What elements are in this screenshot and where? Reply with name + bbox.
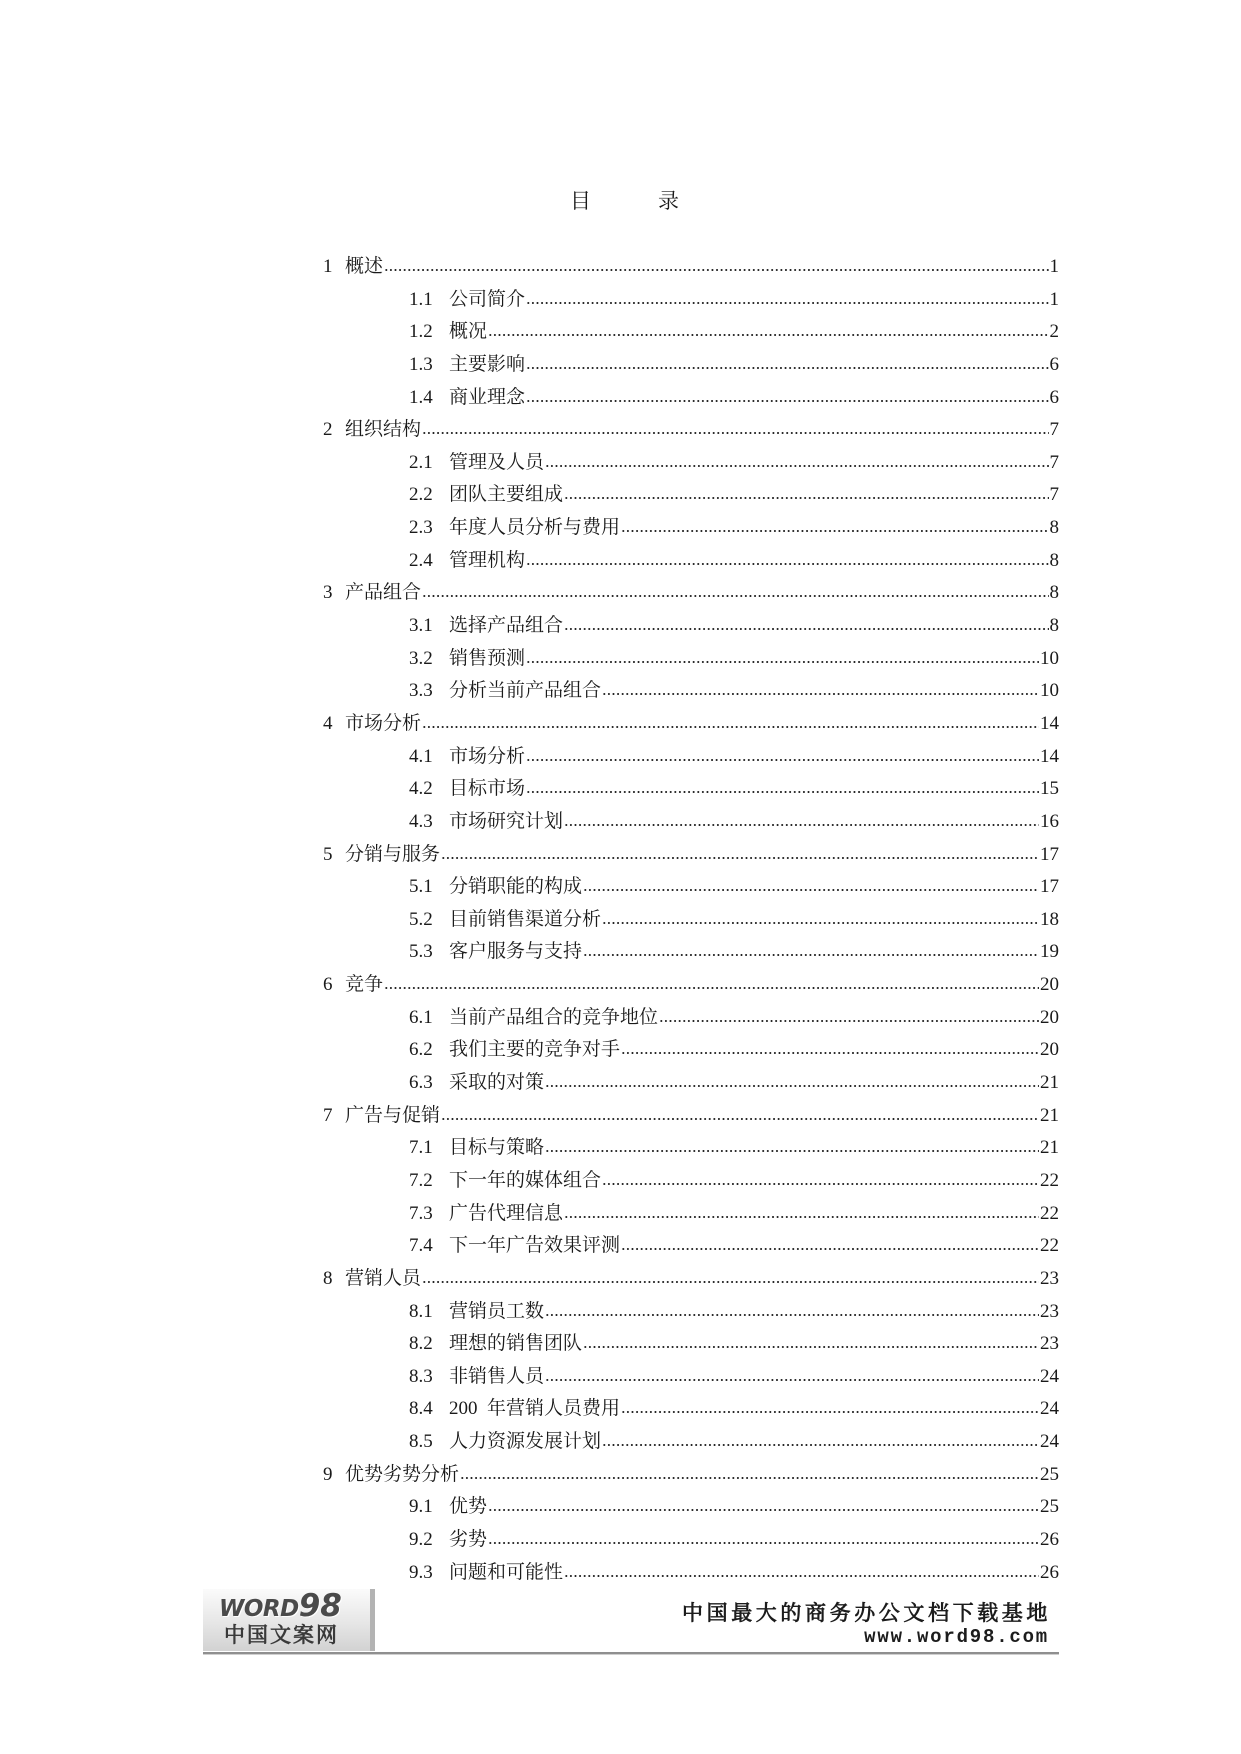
toc-dot-leader bbox=[422, 594, 1048, 598]
toc-dot-leader bbox=[384, 986, 1039, 990]
toc-entry-title: 组织结构 bbox=[345, 419, 422, 441]
toc-entry-title: 客户服务与支持 bbox=[449, 941, 583, 963]
toc-entry-page-number: 19 bbox=[1040, 941, 1059, 963]
toc-entry-title: 问题和可能性 bbox=[449, 1561, 564, 1583]
toc-entry-number: 1.1 bbox=[409, 288, 433, 310]
footer-url: www.word98.com bbox=[864, 1626, 1049, 1648]
toc-entry-title: 管理及人员 bbox=[449, 451, 545, 473]
toc-chapter-entry bbox=[323, 969, 1059, 1002]
toc-dot-leader bbox=[460, 1476, 1039, 1480]
toc-dot-leader bbox=[545, 1084, 1039, 1088]
toc-section-entry bbox=[323, 1393, 1059, 1426]
toc-dot-leader bbox=[526, 301, 1048, 305]
toc-entry-page-number: 21 bbox=[1040, 1072, 1059, 1094]
footer-slogan: 中国最大的商务办公文档下载基地 bbox=[682, 1601, 1051, 1625]
toc-section-entry bbox=[323, 1557, 1059, 1590]
toc-entry-page-number: 23 bbox=[1040, 1300, 1059, 1322]
toc-entry-page-number: 25 bbox=[1040, 1496, 1059, 1518]
toc-entry-number: 3 bbox=[323, 582, 333, 604]
toc-dot-leader bbox=[526, 562, 1048, 566]
toc-entry-page-number: 17 bbox=[1040, 876, 1059, 898]
toc-entry-number: 2 bbox=[323, 419, 333, 441]
table-of-contents bbox=[323, 251, 1059, 1589]
toc-entry-title: 目标与策略 bbox=[449, 1137, 545, 1159]
toc-dot-leader bbox=[545, 1313, 1039, 1317]
toc-section-entry bbox=[323, 773, 1059, 806]
toc-chapter-entry bbox=[323, 708, 1059, 741]
toc-entry-number: 1.2 bbox=[409, 321, 433, 343]
toc-entry-number: 2.1 bbox=[409, 451, 433, 473]
toc-entry-title: 分销职能的构成 bbox=[449, 876, 583, 898]
toc-entry-title: 劣势 bbox=[449, 1528, 488, 1550]
toc-dot-leader bbox=[526, 790, 1039, 794]
toc-entry-number: 8.1 bbox=[409, 1300, 433, 1322]
toc-entry-page-number: 20 bbox=[1040, 1006, 1059, 1028]
toc-section-entry bbox=[323, 1230, 1059, 1263]
toc-entry-number: 6.3 bbox=[409, 1072, 433, 1094]
toc-entry-title: 分析当前产品组合 bbox=[449, 680, 602, 702]
toc-dot-leader bbox=[545, 1149, 1039, 1153]
toc-entry-page-number: 6 bbox=[1049, 353, 1059, 375]
toc-section-entry bbox=[323, 1328, 1059, 1361]
toc-dot-leader bbox=[526, 399, 1048, 403]
toc-section-entry bbox=[323, 871, 1059, 904]
toc-entry-title: 营销员工数 bbox=[449, 1300, 545, 1322]
toc-entry-number: 7 bbox=[323, 1104, 333, 1126]
toc-entry-title: 概况 bbox=[449, 321, 488, 343]
toc-entry-number: 8.3 bbox=[409, 1365, 433, 1387]
toc-entry-title: 下一年的媒体组合 bbox=[449, 1169, 602, 1191]
toc-dot-leader bbox=[441, 1117, 1039, 1121]
footer-divider bbox=[203, 1652, 1059, 1655]
toc-section-entry bbox=[323, 675, 1059, 708]
toc-section-entry bbox=[323, 1067, 1059, 1100]
toc-entry-page-number: 23 bbox=[1040, 1333, 1059, 1355]
toc-dot-leader bbox=[621, 1410, 1039, 1414]
toc-entry-page-number: 22 bbox=[1040, 1169, 1059, 1191]
toc-section-entry bbox=[323, 1361, 1059, 1394]
toc-entry-number: 8.5 bbox=[409, 1431, 433, 1453]
toc-entry-title: 商业理念 bbox=[449, 386, 526, 408]
toc-entry-title: 优势劣势分析 bbox=[345, 1463, 460, 1485]
toc-entry-number: 5.1 bbox=[409, 876, 433, 898]
toc-entry-page-number: 24 bbox=[1040, 1398, 1059, 1420]
toc-entry-page-number: 20 bbox=[1040, 974, 1059, 996]
toc-entry-title: 采取的对策 bbox=[449, 1072, 545, 1094]
toc-entry-number: 9.2 bbox=[409, 1528, 433, 1550]
toc-dot-leader bbox=[441, 856, 1039, 860]
toc-entry-page-number: 10 bbox=[1040, 680, 1059, 702]
toc-entry-number: 4.1 bbox=[409, 745, 433, 767]
toc-dot-leader bbox=[526, 758, 1039, 762]
toc-entry-page-number: 7 bbox=[1049, 451, 1059, 473]
toc-entry-number: 8.2 bbox=[409, 1333, 433, 1355]
toc-entry-title: 管理机构 bbox=[449, 549, 526, 571]
toc-entry-number: 6.1 bbox=[409, 1006, 433, 1028]
toc-dot-leader bbox=[488, 1541, 1039, 1545]
toc-section-entry bbox=[323, 741, 1059, 774]
toc-entry-title: 年度人员分析与费用 bbox=[449, 517, 621, 539]
toc-entry-number: 9.3 bbox=[409, 1561, 433, 1583]
toc-entry-number: 3.1 bbox=[409, 615, 433, 637]
toc-section-entry bbox=[323, 1491, 1059, 1524]
toc-dot-leader bbox=[621, 529, 1048, 533]
toc-entry-number: 7.2 bbox=[409, 1169, 433, 1191]
toc-section-entry bbox=[323, 447, 1059, 480]
page-title-char: 目 bbox=[570, 189, 591, 213]
toc-entry-title: 我们主要的竞争对手 bbox=[449, 1039, 621, 1061]
toc-entry-number: 4.3 bbox=[409, 810, 433, 832]
toc-dot-leader bbox=[526, 660, 1039, 664]
toc-entry-page-number: 23 bbox=[1040, 1267, 1059, 1289]
toc-entry-number: 9.1 bbox=[409, 1496, 433, 1518]
toc-dot-leader bbox=[564, 496, 1048, 500]
toc-entry-title: 人力资源发展计划 bbox=[449, 1431, 602, 1453]
toc-chapter-entry bbox=[323, 839, 1059, 872]
toc-section-entry bbox=[323, 1524, 1059, 1557]
toc-section-entry bbox=[323, 1132, 1059, 1165]
toc-entry-page-number: 6 bbox=[1049, 386, 1059, 408]
toc-section-entry bbox=[323, 349, 1059, 382]
toc-dot-leader bbox=[583, 888, 1039, 892]
toc-entry-title: 目前销售渠道分析 bbox=[449, 908, 602, 930]
toc-entry-page-number: 26 bbox=[1040, 1561, 1059, 1583]
toc-chapter-entry bbox=[323, 414, 1059, 447]
toc-section-entry bbox=[323, 382, 1059, 415]
toc-section-entry bbox=[323, 610, 1059, 643]
toc-entry-number: 8.4 bbox=[409, 1398, 433, 1420]
toc-entry-number: 5 bbox=[323, 843, 333, 865]
toc-entry-title: 营销人员 bbox=[345, 1267, 422, 1289]
toc-chapter-entry bbox=[323, 251, 1059, 284]
toc-entry-number: 1 bbox=[323, 256, 333, 277]
toc-dot-leader bbox=[526, 366, 1048, 370]
toc-entry-page-number: 24 bbox=[1040, 1431, 1059, 1453]
toc-dot-leader bbox=[422, 725, 1039, 729]
toc-entry-title: 目标市场 bbox=[449, 778, 526, 800]
toc-entry-number: 5.2 bbox=[409, 908, 433, 930]
toc-dot-leader bbox=[602, 1182, 1039, 1186]
toc-entry-page-number: 16 bbox=[1040, 810, 1059, 832]
toc-dot-leader bbox=[583, 1345, 1039, 1349]
toc-entry-title: 当前产品组合的竞争地位 bbox=[449, 1006, 659, 1028]
toc-entry-page-number: 2 bbox=[1049, 321, 1059, 343]
toc-entry-number: 7.1 bbox=[409, 1137, 433, 1159]
toc-entry-page-number: 14 bbox=[1040, 712, 1059, 734]
toc-dot-leader bbox=[488, 333, 1048, 337]
toc-entry-number: 7.4 bbox=[409, 1235, 433, 1257]
toc-dot-leader bbox=[602, 692, 1039, 696]
toc-entry-page-number: 22 bbox=[1040, 1235, 1059, 1257]
toc-entry-page-number: 15 bbox=[1040, 778, 1059, 800]
toc-entry-title: 理想的销售团队 bbox=[449, 1333, 583, 1355]
toc-entry-number: 6 bbox=[323, 974, 333, 996]
toc-entry-title: 选择产品组合 bbox=[449, 615, 564, 637]
toc-entry-page-number: 20 bbox=[1040, 1039, 1059, 1061]
toc-dot-leader bbox=[602, 921, 1039, 925]
toc-entry-title: 销售预测 bbox=[449, 647, 526, 669]
toc-entry-title: 市场分析 bbox=[345, 712, 422, 734]
toc-chapter-entry bbox=[323, 1459, 1059, 1492]
toc-section-entry bbox=[323, 643, 1059, 676]
toc-entry-page-number: 8 bbox=[1049, 549, 1059, 571]
toc-section-entry bbox=[323, 479, 1059, 512]
toc-entry-number: 1.3 bbox=[409, 353, 433, 375]
toc-entry-title: 概述 bbox=[345, 256, 384, 277]
toc-dot-leader bbox=[659, 1019, 1039, 1023]
toc-entry-page-number: 8 bbox=[1049, 582, 1059, 604]
toc-dot-leader bbox=[564, 1215, 1039, 1219]
toc-entry-page-number: 1 bbox=[1049, 288, 1059, 310]
toc-entry-title: 产品组合 bbox=[345, 582, 422, 604]
toc-chapter-entry bbox=[323, 1263, 1059, 1296]
toc-entry-number: 7.3 bbox=[409, 1202, 433, 1224]
toc-entry-page-number: 17 bbox=[1040, 843, 1059, 865]
toc-entry-title: 团队主要组成 bbox=[449, 484, 564, 506]
toc-entry-title: 市场分析 bbox=[449, 745, 526, 767]
toc-section-entry bbox=[323, 1426, 1059, 1459]
toc-entry-number: 2.4 bbox=[409, 549, 433, 571]
toc-entry-number: 5.3 bbox=[409, 941, 433, 963]
toc-entry-title: 广告代理信息 bbox=[449, 1202, 564, 1224]
toc-entry-page-number: 8 bbox=[1049, 517, 1059, 539]
toc-entry-page-number: 7 bbox=[1049, 419, 1059, 441]
toc-entry-page-number: 22 bbox=[1040, 1202, 1059, 1224]
toc-entry-number: 3.3 bbox=[409, 680, 433, 702]
toc-dot-leader bbox=[621, 1051, 1039, 1055]
toc-entry-page-number: 21 bbox=[1040, 1104, 1059, 1126]
toc-section-entry bbox=[323, 545, 1059, 578]
toc-entry-page-number: 7 bbox=[1049, 484, 1059, 506]
toc-entry-title: 200 年营销人员费用 bbox=[449, 1398, 621, 1420]
toc-section-entry bbox=[323, 512, 1059, 545]
toc-dot-leader bbox=[621, 1247, 1039, 1251]
page-title-char: 录 bbox=[658, 189, 679, 213]
toc-entry-page-number: 14 bbox=[1040, 745, 1059, 767]
toc-entry-page-number: 10 bbox=[1040, 647, 1059, 669]
toc-dot-leader bbox=[583, 953, 1039, 957]
toc-section-entry bbox=[323, 284, 1059, 317]
toc-entry-title: 非销售人员 bbox=[449, 1365, 545, 1387]
toc-dot-leader bbox=[422, 431, 1048, 435]
toc-dot-leader bbox=[564, 823, 1039, 827]
toc-entry-title: 市场研究计划 bbox=[449, 810, 564, 832]
toc-entry-page-number: 18 bbox=[1040, 908, 1059, 930]
logo-wordmark bbox=[219, 1590, 342, 1627]
toc-entry-number: 4 bbox=[323, 712, 333, 734]
toc-dot-leader bbox=[488, 1508, 1039, 1512]
toc-entry-page-number: 26 bbox=[1040, 1528, 1059, 1550]
toc-entry-number: 8 bbox=[323, 1267, 333, 1289]
toc-chapter-entry bbox=[323, 577, 1059, 610]
toc-section-entry bbox=[323, 936, 1059, 969]
toc-entry-number: 6.2 bbox=[409, 1039, 433, 1061]
toc-entry-page-number: 25 bbox=[1040, 1463, 1059, 1485]
toc-dot-leader bbox=[564, 1574, 1039, 1578]
toc-section-entry bbox=[323, 1002, 1059, 1035]
toc-entry-number: 2.3 bbox=[409, 517, 433, 539]
toc-entry-page-number: 8 bbox=[1049, 615, 1059, 637]
toc-section-entry bbox=[323, 1034, 1059, 1067]
toc-entry-title: 竞争 bbox=[345, 974, 384, 996]
toc-entry-title: 分销与服务 bbox=[345, 843, 441, 865]
toc-entry-number: 2.2 bbox=[409, 484, 433, 506]
toc-section-entry bbox=[323, 316, 1059, 349]
toc-entry-title: 广告与促销 bbox=[345, 1104, 441, 1126]
toc-entry-number: 9 bbox=[323, 1463, 333, 1485]
toc-entry-number: 3.2 bbox=[409, 647, 433, 669]
toc-chapter-entry bbox=[323, 1100, 1059, 1133]
toc-dot-leader bbox=[384, 268, 1048, 272]
toc-dot-leader bbox=[545, 464, 1048, 468]
toc-entry-page-number: 1 bbox=[1049, 256, 1059, 277]
word98-logo bbox=[203, 1589, 375, 1651]
toc-entry-title: 主要影响 bbox=[449, 353, 526, 375]
toc-section-entry bbox=[323, 1198, 1059, 1231]
toc-entry-title: 公司简介 bbox=[449, 288, 526, 310]
logo-word-text: WORD bbox=[219, 1596, 299, 1622]
toc-entry-number: 1.4 bbox=[409, 386, 433, 408]
toc-section-entry bbox=[323, 1296, 1059, 1329]
toc-entry-page-number: 21 bbox=[1040, 1137, 1059, 1159]
toc-dot-leader bbox=[564, 627, 1048, 631]
toc-dot-leader bbox=[422, 1280, 1039, 1284]
toc-section-entry bbox=[323, 1165, 1059, 1198]
toc-entry-title: 优势 bbox=[449, 1496, 488, 1518]
toc-section-entry bbox=[323, 904, 1059, 937]
toc-dot-leader bbox=[602, 1443, 1039, 1447]
toc-entry-number: 4.2 bbox=[409, 778, 433, 800]
toc-entry-page-number: 24 bbox=[1040, 1365, 1059, 1387]
logo-number-text: 98 bbox=[298, 1588, 342, 1624]
toc-section-entry bbox=[323, 806, 1059, 839]
logo-chinese-name: 中国文案网 bbox=[224, 1623, 339, 1647]
toc-entry-title: 下一年广告效果评测 bbox=[449, 1235, 621, 1257]
toc-dot-leader bbox=[545, 1378, 1039, 1382]
